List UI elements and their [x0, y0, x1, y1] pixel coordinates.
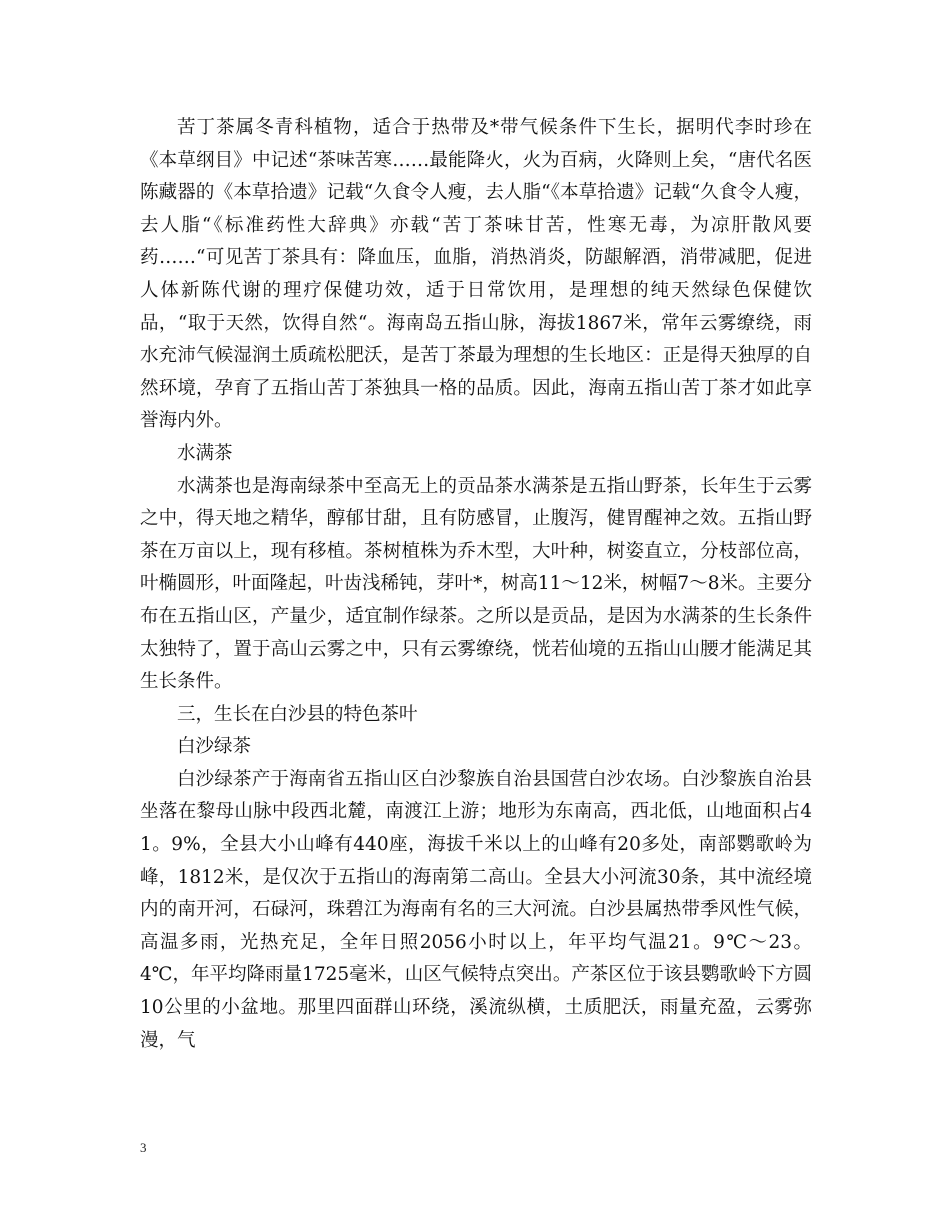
heading-section-three: 三，生长在白沙县的特色茶叶 — [177, 703, 418, 725]
paragraph-baisha-green-tea: 白沙绿茶产于海南省五指山区白沙黎族自治县国营白沙农场。白沙黎族自治县坐落在黎母山脉中段西北麓，南渡江上游；地形为东南高，西北低，山地面积占41。9%，全县大小山峰有440座，海拔千米以上的山峰有20多处，南部鹦歌岭为峰，1812米，是仅次于五指山的海南第二高山。全县大小河流30条，其中流经境内的南开河，石碌河，珠碧江为海南有名的三大河流。白沙县属热带季风性气候，高温多雨，光热充足，全年日照2056小时以上，年平均气温21。9℃～23。4℃，年平均降雨量1725毫米，山区气候特点突出。产茶区位于该县鹦歌岭下方圆10公里的小盆地。那里四面群山环绕，溪流纵横，土质肥沃，雨量充盈，云雾弥漫，气 — [140, 768, 812, 1051]
heading-baisha-green-tea: 白沙绿茶 — [177, 736, 252, 758]
paragraph-shuiman-tea: 水满茶也是海南绿茶中至高无上的贡品茶水满茶是五指山野茶，长年生于云雾之中，得天地之精华，醇郁甘甜，且有防感冒，止腹泻，健胃醒神之效。五指山野茶在万亩以上，现有移植。茶树植株为乔木型，大叶种，树姿直立，分枝部位高，叶椭圆形，叶面隆起，叶齿浅稀钝，芽叶*，树高11～12米，树幅7～8米。主要分布在五指山区，产量少，适宜制作绿茶。之所以是贡品，是因为水满茶的生长条件太独特了，置于高山云雾之中，只有云雾缭绕，恍若仙境的五指山山腰才能满足其生长条件。 — [140, 475, 812, 693]
page-number: 3 — [140, 1140, 147, 1155]
document-body — [140, 112, 812, 1057]
paragraph-kuding-tea: 苦丁茶属冬青科植物，适合于热带及*带气候条件下生长，据明代李时珍在《本草纲目》中记述“茶味苦寒……最能降火，火为百病，火降则上矣，“唐代名医陈藏器的《本草拾遗》记载“久食令人瘦，去人脂“《本草拾遗》记载“久食令人瘦，去人脂“《标准药性大辞典》亦载“苦丁茶味甘苦，性寒无毒，为凉肝散风要药……“可见苦丁茶具有：降血压，血脂，消热消炎，防龈解酒，消带减肥，促进人体新陈代谢的理疗保健功效，适于日常饮用，是理想的纯天然绿色保健饮品，“取于天然，饮得自然“。海南岛五指山脉，海拔1867米，常年云雾缭绕，雨水充沛气候湿润土质疏松肥沃，是苦丁茶最为理想的生长地区：正是得天独厚的自然环境，孕育了五指山苦丁茶独具一格的品质。因此，海南五指山苦丁茶才如此享誉海内外。 — [140, 117, 812, 432]
heading-shuiman-tea: 水满茶 — [177, 442, 233, 464]
